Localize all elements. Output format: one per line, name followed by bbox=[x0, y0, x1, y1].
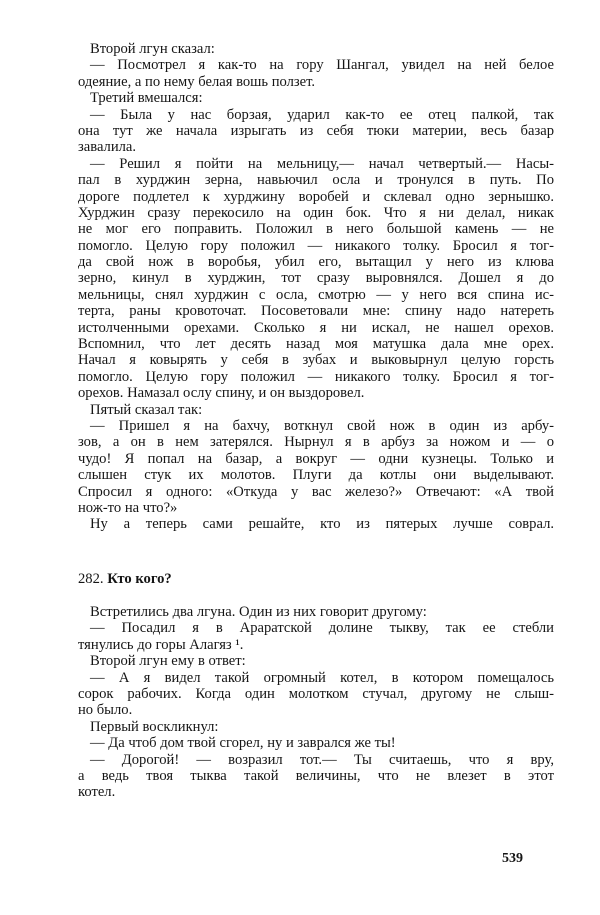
text-line: — Пришел я на бахчу, воткнул свой нож в один из арбу- bbox=[90, 417, 554, 434]
text-line: а ведь твоя тыква такой величины, что не влезет в этот bbox=[78, 767, 554, 784]
text-line: — Была у нас борзая, ударил как-то ее отец палкой, так bbox=[90, 106, 554, 123]
text-line: — Дорогой! — возразил тот.— Ты считаешь, что я вру, bbox=[90, 751, 554, 768]
text-line: Начал я ковырять у себя в зубах и выковырнул целую горсть bbox=[78, 352, 554, 369]
text-line: — А я видел такой огромный котел, в котором помещалось bbox=[90, 669, 554, 686]
text-line: Вспомнил, что лет десять назад моя матушка дала мне орех. bbox=[78, 336, 554, 353]
text-line: Спросил я одного: «Откуда у вас железо?» Отвечают: «А твой bbox=[78, 483, 554, 500]
text-line: она тут же начала изрыгать из себя тюки материи, весь базар bbox=[78, 122, 554, 139]
text-line: — Посмотрел я как-то на гору Шангал, увидел на ней белое bbox=[90, 57, 554, 74]
text-line: но было. bbox=[78, 702, 133, 719]
text-line: зов, а он в нем затерялся. Нырнул я в арбуз за ножом и — о bbox=[78, 434, 554, 451]
text-line: Первый воскликнул: bbox=[90, 718, 219, 735]
story-text-block-2 bbox=[78, 604, 554, 801]
page-number: 539 bbox=[502, 851, 523, 866]
text-line: зерно, кинул в хурджин, тот сразу выровнялся. Дошел я до bbox=[78, 270, 554, 287]
section-heading bbox=[78, 571, 172, 588]
text-line: котел. bbox=[78, 784, 116, 801]
text-line: терта, раны кровоточат. Посоветовали мне: спину надо натереть bbox=[78, 303, 554, 320]
text-line: истолченными орехами. Сколько я ни искал, не нашел орехов. bbox=[78, 319, 554, 336]
text-line: нож-то на что?» bbox=[78, 499, 178, 516]
text-line: — Да чтоб дом твой сгорел, ну и заврался же ты! bbox=[90, 735, 396, 752]
text-line: сорок рабочих. Когда один молотком стучал, другому не слыш- bbox=[78, 685, 554, 702]
section-number: 282. bbox=[78, 571, 104, 587]
text-line: дороге подлетел к хурджину воробей и склевал одно зернышко. bbox=[78, 188, 554, 205]
text-line: пал в хурджин зерна, навьючил осла и тронулся в путь. По bbox=[78, 172, 554, 189]
text-line: — Решил я пойти на мельницу,— начал четвертый.— Насы- bbox=[90, 155, 554, 172]
text-line: слышен стук их молотов. Плуги да котлы они выделывают. bbox=[78, 467, 554, 484]
section-title: Кто кого? bbox=[107, 571, 172, 587]
text-line: одеяние, а по нему белая вошь ползет. bbox=[78, 73, 316, 90]
text-line: мельницы, снял хурджин с осла, смотрю — у него вся спина ис- bbox=[78, 286, 554, 303]
text-line: чудо! Я попал на базар, а вокруг — одни кузнецы. Только и bbox=[78, 450, 554, 467]
text-line: не мог его поправить. Положил в него большой камень — не bbox=[78, 221, 554, 238]
text-line: помогло. Целую гору положил — никакого толку. Бросил я тог- bbox=[78, 237, 554, 254]
text-line: тянулись до горы Алагяз ¹. bbox=[78, 636, 244, 653]
text-line: Второй лгун ему в ответ: bbox=[90, 653, 246, 670]
text-line: Третий вмешался: bbox=[90, 90, 203, 107]
text-line: Хурджин сразу перекосило на один бок. Что я ни делал, никак bbox=[78, 204, 554, 221]
text-line: Встретились два лгуна. Один из них говорит другому: bbox=[90, 604, 427, 620]
text-line: да свой нож в воробья, убил его, вытащил у него из клюва bbox=[78, 254, 554, 271]
text-line: завалила. bbox=[78, 139, 137, 156]
text-line: Ну а теперь сами решайте, кто из пятерых лучше соврал. bbox=[90, 516, 554, 533]
text-line: Второй лгун сказал: bbox=[90, 41, 215, 57]
text-line: орехов. Намазал ослу спину, и он выздоровел. bbox=[78, 385, 365, 402]
text-line: помогло. Целую гору положил — никакого толку. Бросил я тог- bbox=[78, 368, 554, 385]
text-line: Пятый сказал так: bbox=[90, 401, 203, 418]
story-text-block-1 bbox=[78, 41, 554, 533]
text-line: — Посадил я в Араратской долине тыкву, так ее стебли bbox=[90, 620, 554, 637]
